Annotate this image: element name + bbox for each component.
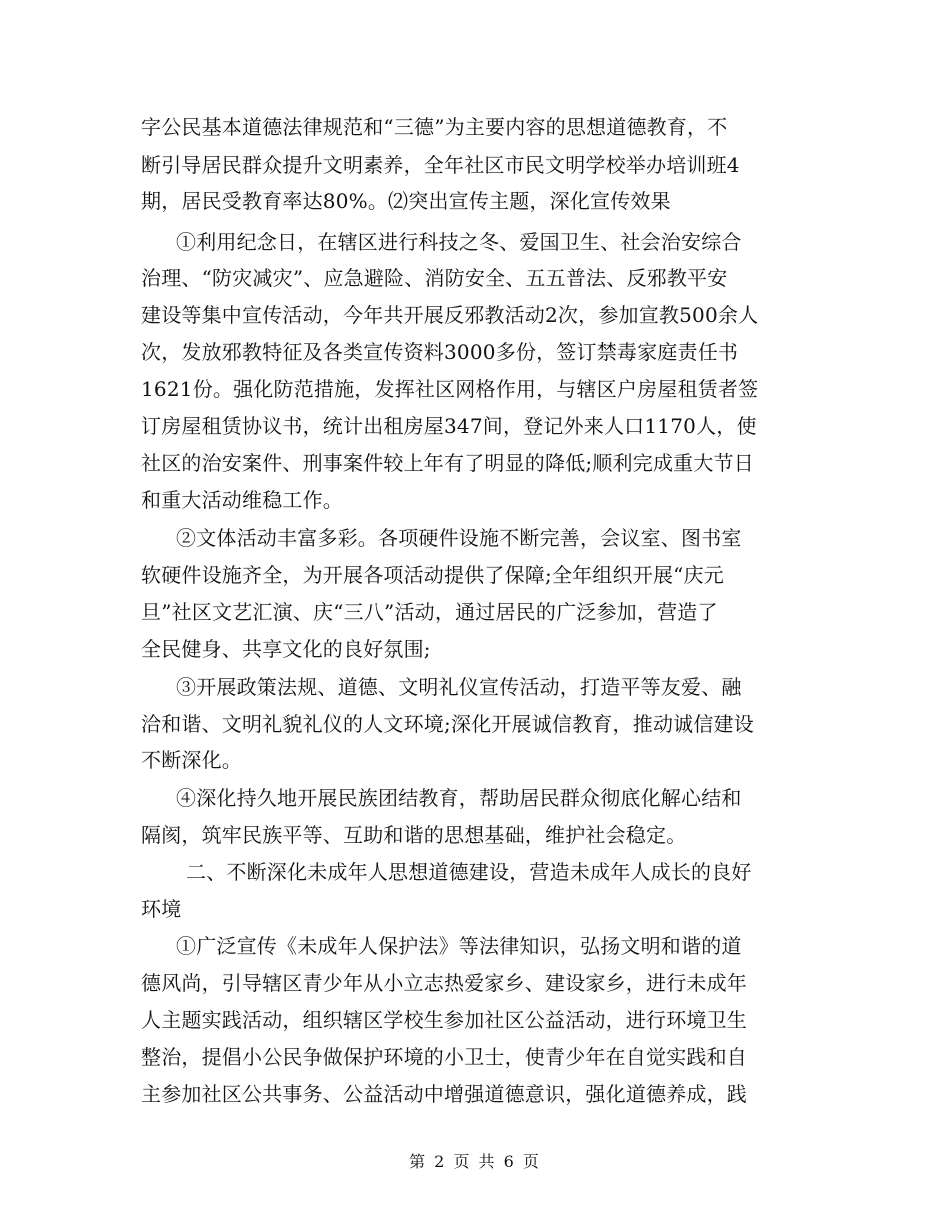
body-text-line: 旦”社区文艺汇演、庆“三八”活动，通过居民的广泛参加，营造了 (141, 600, 718, 624)
body-text-line: 订房屋租赁协议书，统计出租房屋347间，登记外来人口1170人，使 (141, 414, 757, 438)
body-text-line: 洽和谐、文明礼貌礼仪的人文环境;深化开展诚信教育，推动诚信建设 (141, 712, 754, 736)
paragraph-first-line: ①广泛宣传《未成年人保护法》等法律知识，弘扬文明和谐的道 (176, 934, 742, 958)
section-heading-continuation: 环境 (141, 897, 182, 921)
body-text-line: 全民健身、共享文化的良好氛围; (141, 637, 431, 661)
body-text-line: 不断深化。 (141, 748, 242, 772)
body-text-line: 软硬件设施齐全，为开展各项活动提供了保障;全年组织开展“庆元 (141, 563, 724, 587)
paragraph-first-line: ①利用纪念日，在辖区进行科技之冬、爱国卫生、社会治安综合 (176, 230, 742, 254)
body-text-line: 和重大活动维稳工作。 (141, 488, 343, 512)
paragraph-first-line: ③开展政策法规、道德、文明礼仪宣传活动，打造平等友爱、融 (176, 675, 742, 699)
body-text-line: 人主题实践活动，组织辖区学校生参加社区公益活动，进行环境卫生 (141, 1008, 747, 1032)
body-text-line: 社区的治安案件、刑事案件较上年有了明显的降低;顺利完成重大节日 (141, 451, 754, 475)
body-text-line: 整治，提倡小公民争做保护环境的小卫士，使青少年在自觉实践和自 (141, 1045, 747, 1069)
body-text-line: 字公民基本道德法律规范和“三德”为主要内容的思想道德教育，不 (141, 115, 728, 139)
body-text-line: 主参加社区公共事务、公益活动中增强道德意识，强化道德养成，践 (141, 1082, 747, 1106)
body-text-line: 期，居民受教育率达80%。⑵突出宣传主题，深化宣传效果 (141, 189, 671, 213)
body-text-line: 治理、“防灾减灾”、应急避险、消防安全、五五普法、反邪教平安 (141, 266, 728, 290)
page-number-footer: 第 2 页 共 6 页 (409, 1152, 541, 1171)
body-text-line: 1621份。强化防范措施，发挥社区网格作用，与辖区户房屋租赁者签 (141, 377, 759, 401)
body-text-line: 隔阂，筑牢民族平等、互助和谐的思想基础，维护社会稳定。 (141, 823, 687, 847)
body-text-line: 建设等集中宣传活动，今年共开展反邪教活动2次，参加宣教500余人 (141, 303, 759, 327)
paragraph-first-line: ②文体活动丰富多彩。各项硬件设施不断完善，会议室、图书室 (176, 526, 742, 550)
body-text-line: 断引导居民群众提升文明素养，全年社区市民文明学校举办培训班4 (141, 153, 740, 177)
body-text-line: 次，发放邪教特征及各类宣传资料3000多份，签订禁毒家庭责任书 (141, 340, 739, 364)
body-text-line: 德风尚，引导辖区青少年从小立志热爱家乡、建设家乡，进行未成年 (141, 971, 747, 995)
section-heading: 二、不断深化未成年人思想道德建设，营造未成年人成长的良好 (186, 860, 752, 884)
paragraph-first-line: ④深化持久地开展民族团结教育，帮助居民群众彻底化解心结和 (176, 786, 742, 810)
